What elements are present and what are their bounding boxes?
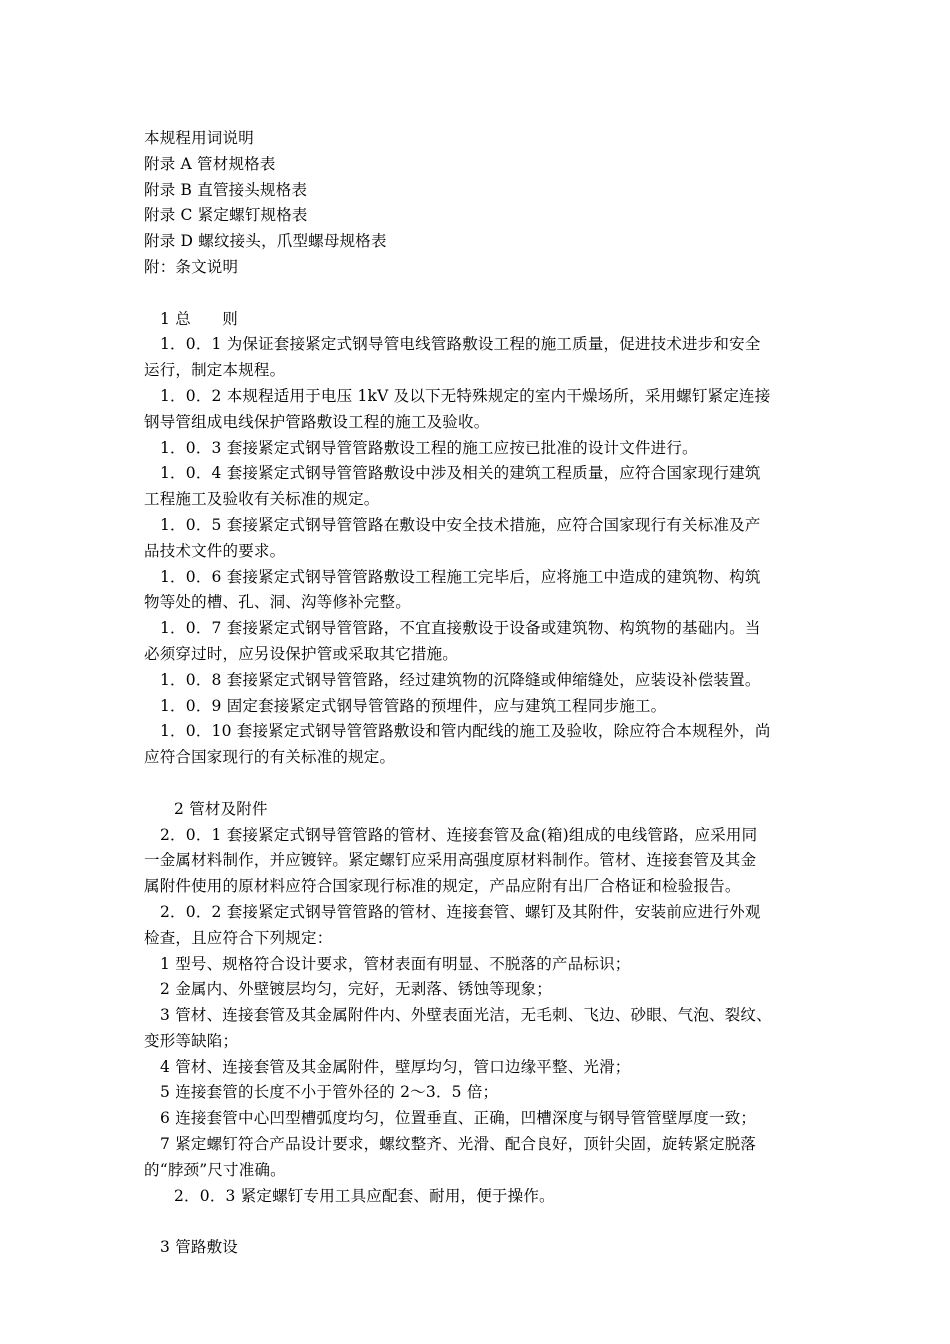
clause-1-0-9: 1．0．9 固定套接紧定式钢导管管路的预埋件，应与建筑工程同步施工。 (160, 696, 667, 715)
clause-1-0-10: 1．0．10 套接紧定式钢导管管路敷设和管内配线的施工及验收，除应符合本规程外，尚 (160, 722, 771, 741)
clause-1-0-6: 1．0．6 套接紧定式钢导管管路敷设工程施工完毕后，应将施工中造成的建筑物、构筑 (160, 567, 761, 586)
clause-1-0-6-cont: 物等处的槽、孔、洞、沟等修补完整。 (144, 593, 411, 612)
toc-item: 附录 B 直管接头规格表 (144, 180, 308, 199)
clause-1-0-4-cont: 工程施工及验收有关标准的规定。 (144, 490, 380, 509)
clause-1-0-2-cont: 钢导管组成电线保护管路敷设工程的施工及验收。 (144, 412, 490, 431)
clause-1-0-8: 1．0．8 套接紧定式钢导管管路，经过建筑物的沉降缝或伸缩缝处，应装设补偿装置。 (160, 670, 761, 689)
clause-1-0-5: 1．0．5 套接紧定式钢导管管路在敷设中安全技术措施，应符合国家现行有关标准及产 (160, 515, 761, 534)
clause-2-0-1-cont: 一金属材料制作，并应镀锌。紧定螺钉应采用高强度原材料制作。管材、连接套管及其金 (144, 851, 757, 870)
toc-item: 附录 D 螺纹接头，爪型螺母规格表 (144, 232, 387, 251)
clause-2-0-2: 2．0．2 套接紧定式钢导管管路的管材、连接套管、螺钉及其附件，安装前应进行外观 (160, 902, 761, 921)
list-item-5: 5 连接套管的长度不小于管外径的 2～3．5 倍； (160, 1083, 499, 1102)
clause-1-0-4: 1．0．4 套接紧定式钢导管管路敷设中涉及相关的建筑工程质量，应符合国家现行建筑 (160, 464, 761, 483)
list-item-6: 6 连接套管中心凹型槽弧度均匀，位置垂直、正确，凹槽深度与钢导管管壁厚度一致； (160, 1109, 757, 1128)
clause-1-0-3: 1．0．3 套接紧定式钢导管管路敷设工程的施工应按已批准的设计文件进行。 (160, 438, 698, 457)
list-item-7: 7 紧定螺钉符合产品设计要求，螺纹整齐、光滑、配合良好，顶针尖固，旋转紧定脱落 (160, 1135, 757, 1154)
list-item-2: 2 金属内、外壁镀层均匀，完好，无剥落、锈蚀等现象； (160, 980, 552, 999)
clause-1-0-5-cont: 品技术文件的要求。 (144, 541, 286, 560)
spacer (144, 771, 824, 797)
clause-1-0-10-cont: 应符合国家现行的有关标准的规定。 (144, 748, 396, 767)
document-page (144, 126, 824, 1261)
toc-item: 附录 C 紧定螺钉规格表 (144, 206, 308, 225)
clause-1-0-1: 1．0．1 为保证套接紧定式钢导管电线管路敷设工程的施工质量，促进技术进步和安全 (160, 335, 761, 354)
list-item-4: 4 管材、连接套管及其金属附件，壁厚均匀，管口边缘平整、光滑； (160, 1057, 631, 1076)
list-item-3: 3 管材、连接套管及其金属附件内、外壁表面光洁，无毛刺、飞边、砂眼、气泡、裂纹、 (160, 1006, 772, 1025)
clause-1-0-7-cont: 必须穿过时，应另设保护管或采取其它措施。 (144, 644, 459, 663)
list-item-7-cont: 的“脖颈”尺寸准确。 (144, 1160, 286, 1179)
clause-1-0-2: 1．0．2 本规程适用于电压 1kV 及以下无特殊规定的室内干燥场所，采用螺钉紧定连接 (160, 386, 771, 405)
clause-2-0-1: 2．0．1 套接紧定式钢导管管路的管材、连接套管及盒(箱)组成的电线管路，应采用同 (160, 825, 758, 844)
toc-item: 附录 A 管材规格表 (144, 154, 276, 173)
section-2-heading: 2 管材及附件 (174, 799, 268, 818)
toc-item: 附：条文说明 (144, 257, 239, 276)
clause-1-0-7: 1．0．7 套接紧定式钢导管管路，不宜直接敷设于设备或建筑物、构筑物的基础内。当 (160, 619, 761, 638)
section-1-heading: 1 总 则 (160, 309, 238, 328)
toc-item: 本规程用词说明 (144, 129, 254, 147)
clause-2-0-3: 2．0．3 紧定螺钉专用工具应配套、耐用，便于操作。 (174, 1186, 555, 1205)
section-3-heading: 3 管路敷设 (160, 1238, 238, 1257)
clause-2-0-2-cont: 检查，且应符合下列规定： (144, 928, 333, 947)
list-item-3-cont: 变形等缺陷； (144, 1031, 239, 1050)
clause-2-0-1-cont: 属附件使用的原材料应符合国家现行标准的规定，产品应附有出厂合格证和检验报告。 (144, 877, 741, 896)
spacer (144, 1209, 824, 1235)
list-item-1: 1 型号、规格符合设计要求，管材表面有明显、不脱落的产品标识； (160, 954, 631, 973)
spacer (144, 281, 824, 307)
clause-1-0-1-cont: 运行，制定本规程。 (144, 361, 286, 380)
